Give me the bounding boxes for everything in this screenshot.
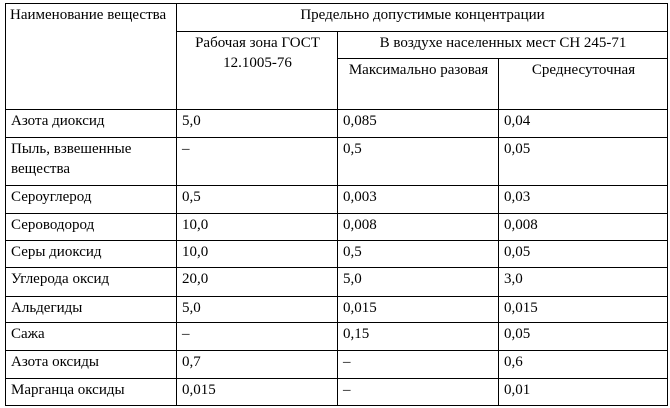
work-zone-value: 0,7 [177, 351, 338, 378]
table-row [6, 213, 668, 240]
substance-name: Альдегиды [6, 296, 177, 322]
substance-name: Сероуглерод [6, 186, 177, 213]
substance-name: Азота оксиды [6, 351, 177, 378]
max-single-value: 0,5 [338, 137, 499, 186]
work-zone-value: 20,0 [177, 268, 338, 296]
substance-name: Серы диоксид [6, 240, 177, 267]
work-zone-value: – [177, 322, 338, 350]
daily-avg-value: 0,03 [499, 186, 668, 213]
substance-name: Марганца оксиды [6, 378, 177, 405]
substance-name: Сероводород [6, 213, 177, 240]
substance-name: Сажа [6, 322, 177, 350]
table-row [6, 186, 668, 213]
substance-name: Азота диоксид [6, 110, 177, 137]
max-single-value: 0,008 [338, 213, 499, 240]
substance-name: Пыль, взвешенные вещества [6, 137, 177, 186]
max-single-value: 0,085 [338, 110, 499, 137]
max-single-value: – [338, 351, 499, 378]
header-limits: Предельно допустимые концентрации [177, 4, 668, 32]
table-row [6, 296, 668, 322]
max-single-value: 0,15 [338, 322, 499, 350]
max-single-value: 0,5 [338, 240, 499, 267]
daily-avg-value: 0,6 [499, 351, 668, 378]
daily-avg-value: 0,05 [499, 240, 668, 267]
work-zone-value: 0,015 [177, 378, 338, 405]
work-zone-value: 10,0 [177, 240, 338, 267]
work-zone-value: – [177, 137, 338, 186]
max-single-value: – [338, 378, 499, 405]
table-row [6, 322, 668, 350]
header-row-1 [6, 4, 668, 32]
header-daily-avg: Среднесуточная [499, 58, 668, 110]
table-row [6, 378, 668, 405]
table-row [6, 137, 668, 186]
header-work-zone: Рабочая зона ГОСТ 12.1005-76 [177, 32, 338, 110]
work-zone-value: 5,0 [177, 296, 338, 322]
table-row [6, 240, 668, 267]
max-single-value: 0,003 [338, 186, 499, 213]
header-max-single: Максимально разовая [338, 58, 499, 110]
daily-avg-value: 0,008 [499, 213, 668, 240]
table-row [6, 351, 668, 378]
table-row [6, 268, 668, 296]
work-zone-value: 10,0 [177, 213, 338, 240]
concentration-table [5, 3, 668, 406]
max-single-value: 0,015 [338, 296, 499, 322]
header-populated: В воздухе населенных мест СН 245-71 [338, 32, 668, 58]
daily-avg-value: 0,05 [499, 137, 668, 186]
daily-avg-value: 0,04 [499, 110, 668, 137]
daily-avg-value: 0,015 [499, 296, 668, 322]
daily-avg-value: 0,05 [499, 322, 668, 350]
work-zone-value: 0,5 [177, 186, 338, 213]
table-row [6, 110, 668, 137]
daily-avg-value: 3,0 [499, 268, 668, 296]
work-zone-value: 5,0 [177, 110, 338, 137]
daily-avg-value: 0,01 [499, 378, 668, 405]
header-substance: Наименование вещества [6, 4, 177, 110]
max-single-value: 5,0 [338, 268, 499, 296]
substance-name: Углерода оксид [6, 268, 177, 296]
